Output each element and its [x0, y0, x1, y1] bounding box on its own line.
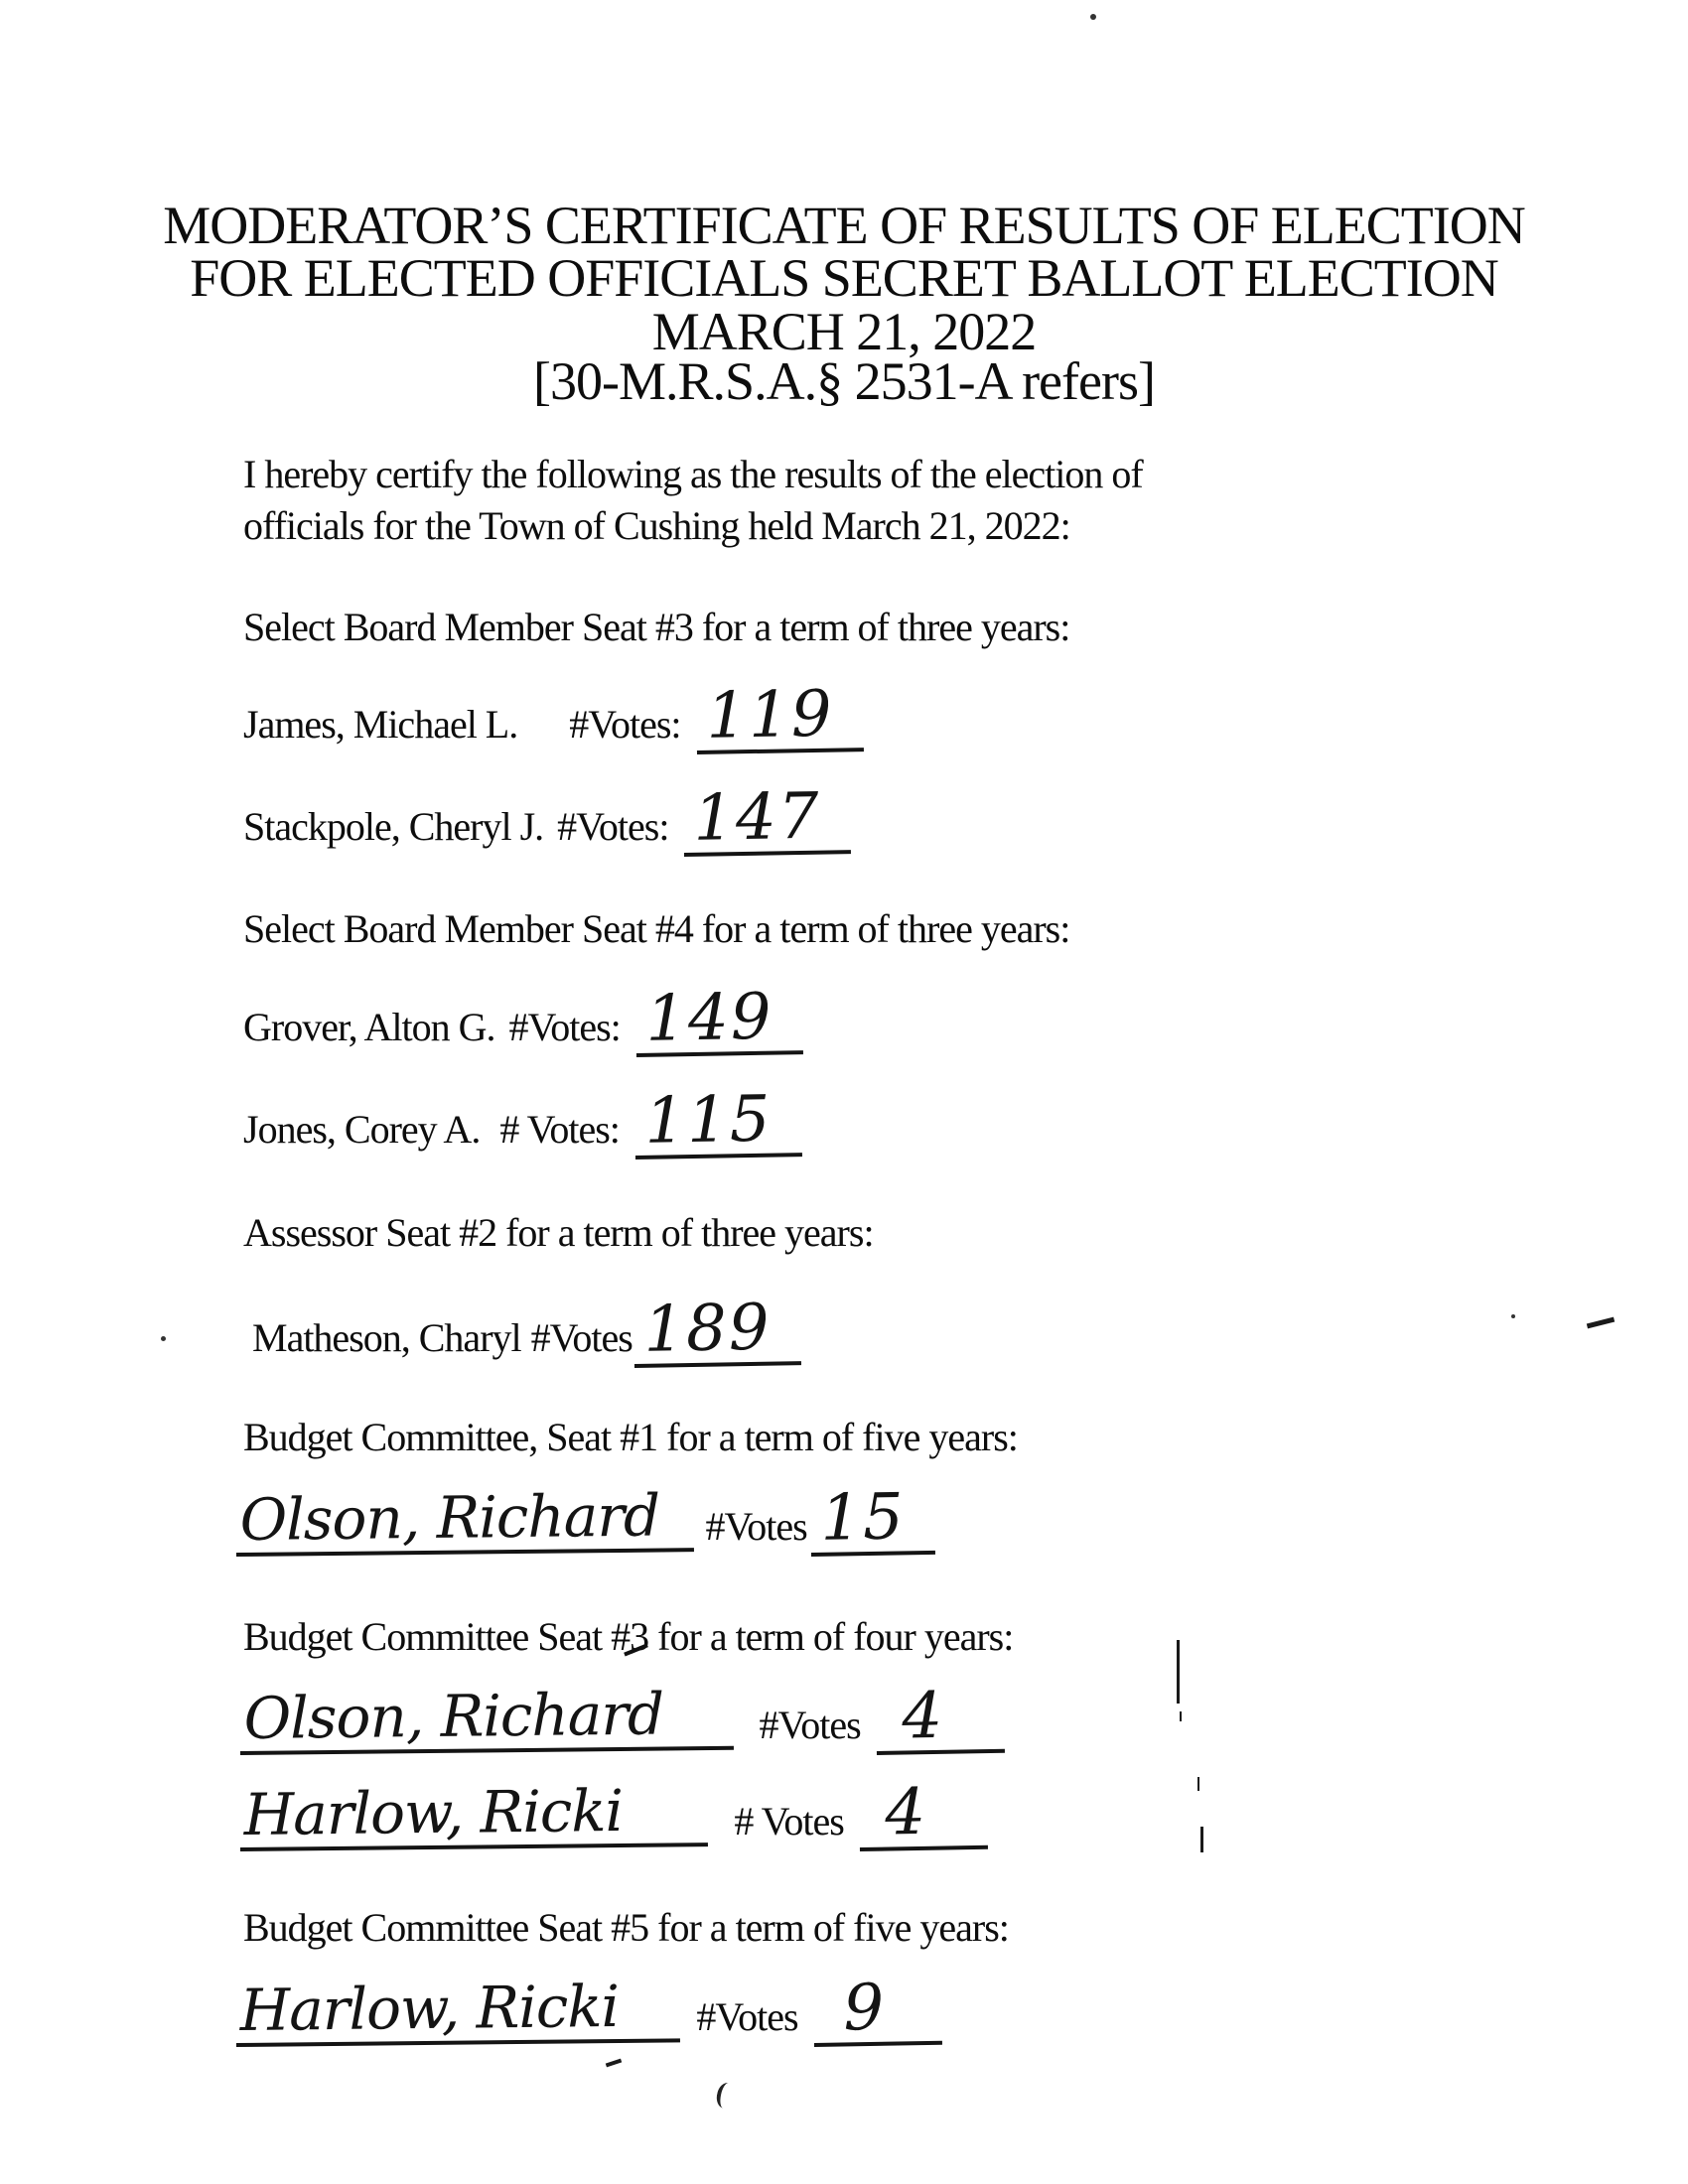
candidate-name-handwritten: Olson, Richard — [239, 1683, 733, 1755]
section-heading-assessor-2 — [243, 1209, 874, 1256]
section-heading-select-board-4 — [243, 905, 1069, 952]
scan-dash — [1587, 1317, 1615, 1329]
vote-row-harlow-seat5 — [236, 1971, 941, 2047]
section-heading-budget-1 — [243, 1414, 1018, 1460]
votes-label: #Votes — [696, 1994, 798, 2039]
section-heading-budget-5 — [243, 1904, 1009, 1951]
heading-text: for a term of four years: — [648, 1614, 1014, 1659]
candidate-name-handwritten: Harlow, Ricki — [235, 1975, 680, 2046]
scan-stray-line — [1180, 1711, 1182, 1721]
section-heading-budget-3 — [243, 1613, 1013, 1660]
document-title-line-4: [30-M.R.S.A.§ 2531-A refers] — [533, 351, 1155, 411]
votes-label: # Votes — [734, 1799, 844, 1843]
votes-value-handwritten: 119 — [695, 682, 863, 754]
heading-text: Select Board Member Seat #3 for a term of three years: — [243, 605, 1070, 649]
vote-row-olson-seat3 — [240, 1679, 1004, 1755]
votes-value-handwritten: 4 — [859, 1780, 988, 1851]
vote-row-harlow-seat3 — [240, 1775, 988, 1851]
candidate-name: Jones, Corey A. — [243, 1107, 481, 1152]
heading-text: Assessor Seat #2 for a term of three years: — [243, 1210, 874, 1255]
section-heading-select-board-3 — [243, 604, 1069, 650]
scan-stray-line — [1197, 1777, 1199, 1791]
votes-label: #Votes — [705, 1504, 807, 1549]
vote-row-matheson — [252, 1291, 801, 1368]
votes-value-handwritten: 149 — [635, 985, 803, 1057]
candidate-name: James, Michael L. — [243, 702, 518, 747]
votes-label: # Votes: — [499, 1107, 620, 1152]
candidate-name-handwritten: Olson, Richard — [235, 1484, 693, 1557]
certification-line-1: I hereby certify the following as the results of the election of — [243, 452, 1143, 496]
heading-text: Budget Committee Seat # — [243, 1614, 631, 1659]
scan-dash — [606, 2059, 622, 2068]
votes-label: #Votes — [530, 1315, 633, 1360]
scan-speck — [161, 1336, 166, 1341]
votes-value-handwritten: 15 — [809, 1485, 935, 1557]
certification-line-2: officials for the Town of Cushing held March 21, 2022: — [243, 503, 1070, 548]
heading-struck-text: 3 — [630, 1614, 649, 1659]
heading-text: Budget Committee, Seat #1 for a term of five years: — [243, 1415, 1018, 1459]
candidate-name: Matheson, Charyl — [252, 1315, 521, 1360]
vote-row-stackpole — [243, 779, 852, 857]
heading-text: Select Board Member Seat #4 for a term of three years: — [243, 906, 1070, 951]
votes-value-handwritten: 9 — [812, 1976, 941, 2047]
votes-label: #Votes: — [508, 1005, 621, 1049]
votes-value-handwritten: 4 — [875, 1684, 1004, 1755]
votes-label: #Votes: — [569, 702, 681, 747]
votes-value-handwritten: 147 — [683, 784, 851, 857]
scan-squiggle — [714, 2081, 737, 2110]
votes-label: #Votes — [759, 1703, 861, 1747]
scan-speck — [1511, 1314, 1515, 1318]
vote-row-olson-seat1 — [236, 1480, 935, 1557]
document-title-line-1: MODERATOR’S CERTIFICATE OF RESULTS OF ELECTION — [163, 196, 1525, 255]
certification-paragraph — [243, 449, 1143, 552]
scan-stray-line — [1200, 1827, 1203, 1852]
vote-row-grover — [243, 980, 803, 1057]
candidate-name: Stackpole, Cheryl J. — [243, 804, 544, 849]
vote-row-james — [243, 677, 864, 754]
heading-text: Budget Committee Seat #5 for a term of five years: — [243, 1905, 1009, 1950]
vote-row-jones — [243, 1082, 802, 1160]
candidate-name-handwritten: Harlow, Ricki — [239, 1779, 708, 1851]
scan-stray-line — [1177, 1640, 1180, 1704]
document-title-line-3: MARCH 21, 2022 — [651, 302, 1037, 361]
votes-value-handwritten: 189 — [633, 1296, 801, 1368]
candidate-name: Grover, Alton G. — [243, 1005, 495, 1049]
document-title-line-2: FOR ELECTED OFFICIALS SECRET BALLOT ELECTION — [190, 248, 1498, 308]
votes-value-handwritten: 115 — [634, 1087, 802, 1160]
votes-label: #Votes: — [557, 804, 669, 849]
scan-speck — [1090, 14, 1096, 20]
